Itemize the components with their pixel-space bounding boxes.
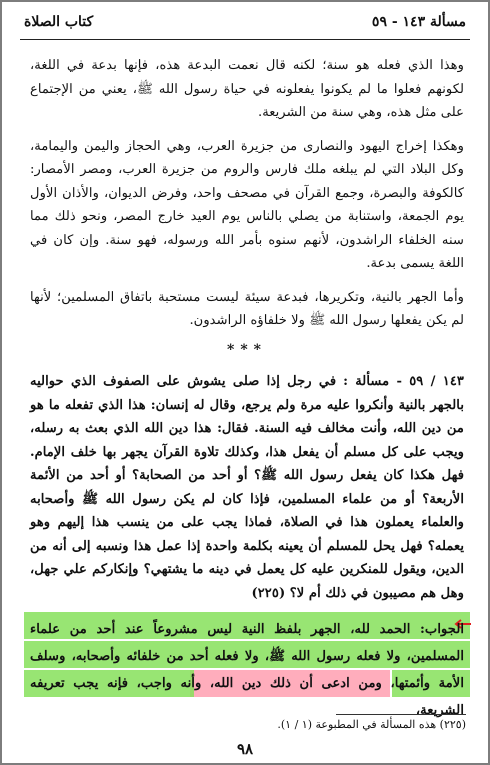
answer-label: الجواب: [420,622,465,637]
footnote-rule [336,714,466,715]
section-separator: *** [227,341,267,358]
page-number: ٩٨ [236,740,254,758]
paragraph-2: وهكذا إخراج اليهود والنصارى من جزيرة العرب، وهي الحجاز واليمن واليمامة، وكل البلاد التي لم يبلغه ملك فارس والروم من جزيرة العرب، ومصر الأمصار: كالكوفة والبصرة، وجمع القرآن في مصحف واحد، وفرض الديوان، والأذان الأول يوم الجمعة، واستنابة من يصلي بالناس يوم العيد خارج المصر، ونحو ذلك مما سنه الخلفاء الراشدون، لأنهم سنوه بأمر الله ورسوله، فهو سنة. وإن كان في اللغة يسمى بدعة. [30,138,464,271]
issue-label: مسألة ١٤٣ - ٥٩ [371,14,466,30]
book-title: كتاب الصلاة [24,14,94,30]
page-body [30,54,464,615]
question-text: في رجل إذا صلى يشوش على الصفوف الذي حواليه بالجهر بالنية وأنكروا عليه مرة ولم يرجع، وقال له إنسان: هذا الذي تفعله ما هو من دين الله، وأنت مخالف فيه السنة. فقال: هذا دين الله الذي بعث به رسله، ويجب على كل مسلم أن يفعل هذا، وكذلك تلاوة القرآن يجهر بها خلف الإمام. فهل هكذا كان يفعل رسول الله ﷺ؟ أو أحد من الصحابة؟ أو أحد من الأئمة الأربعة؟ أو من علماء المسلمين، فإذا كان لم يكن رسول الله ﷺ وأصحابه والعلماء يعملون هذا في الصلاة، فماذا يجب على من ينسب هذا إليهم وهو يعمله؟ فهل يحل للمسلم أن يعينه بكلمة واحدة إذا عمل هذا ونسبه إلى أنه من الدين، ويقول للمنكرين عليه كل يعمل في دينه ما يشتهي؟ وإنكاركم علي جهل، وهل هم مصيبون في ذلك أم لا؟ (٢٢٥) [30,374,464,601]
question-paragraph [30,370,464,605]
answer-pink-text: ومن ادعى أن ذلك دين الله، وأنه واجب، [136,676,382,691]
page-header [24,12,466,42]
answer-block [24,612,470,718]
answer-green-tail: فإنه يجب تعريفه الشريعة، [30,676,464,718]
header-rule [20,39,470,40]
paragraph-3: وأما الجهر بالنية، وتكريرها، فبدعة سيئة ليست مستحبة باتفاق المسلمين؛ لأنها لم يكن يفعلها رسول الله ﷺ ولا خلفاؤه الراشدون. [30,289,464,328]
answer-green-text: الحمد لله، الجهر بلفظ النية ليس مشروعاً عند أحد من علماء المسلمين، ولا فعله رسول الله ﷺ، ولا فعله أحد من خلفائه وأصحابه، وسلف الأمة وأئمتها، [30,622,464,691]
question-number: ١٤٣ / ٥٩ - مسألة : [343,374,464,389]
paragraph-1: وهذا الذي فعله هو سنة؛ لكنه قال نعمت البدعة هذه، فإنها بدعة في اللغة، لكونهم فعلوا ما لم يكونوا يفعلونه في حياة رسول الله ﷺ، يعني من الإجتماع على مثل هذه، وهي سنة من الشريعة. [30,58,464,120]
footnote: (٢٢٥) هذه المسألة في المطبوعة (١ / ١). [277,718,466,731]
answer-text [30,616,464,724]
